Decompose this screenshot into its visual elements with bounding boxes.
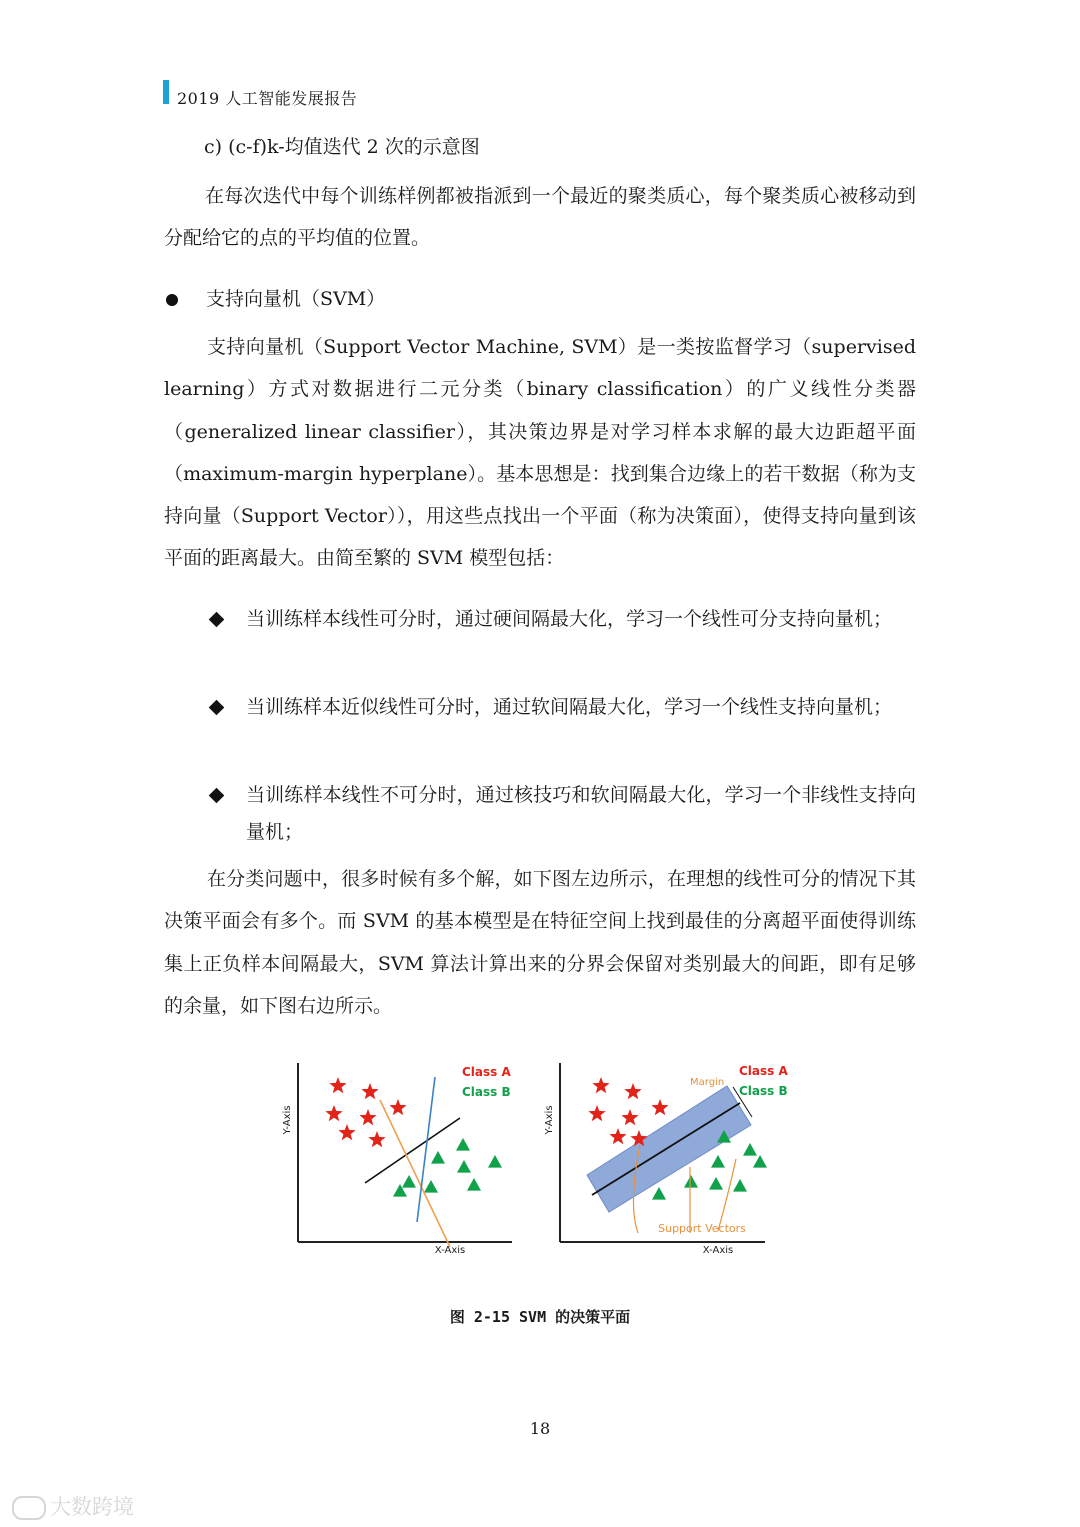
class-a-star bbox=[624, 1083, 641, 1099]
class-b-triangle bbox=[733, 1179, 747, 1192]
classification-paragraph: 在分类问题中，很多时候有多个解，如下图左边所示，在理想的线性可分的情况下其决策平面会有多个。而 SVM 的基本模型是在特征空间上找到最佳的分离超平面使得训练集上正负样本间隔最大，SVM 算法计算出来的分界会保留对类别最大的间距，即有足够的余量，如下图右边所示。 bbox=[164, 868, 916, 1017]
svm-model-item: 当训练样本近似线性可分时，通过软间隔最大化，学习一个线性支持向量机； bbox=[246, 696, 893, 718]
legend-class-b: Class B bbox=[462, 1085, 511, 1099]
y-axis-label: Y-Axis bbox=[282, 1105, 293, 1135]
class-b-triangle bbox=[402, 1175, 416, 1188]
report-header-title: 2019 人工智能发展报告 bbox=[177, 89, 358, 108]
svm-model-item: 当训练样本线性可分时，通过硬间隔最大化，学习一个线性可分支持向量机； bbox=[246, 608, 893, 630]
class-b-triangle bbox=[652, 1187, 666, 1200]
class-a-star bbox=[592, 1077, 609, 1093]
class-b-triangle bbox=[753, 1155, 767, 1168]
diamond-bullet-icon bbox=[209, 612, 225, 628]
class-b-triangle bbox=[709, 1177, 723, 1190]
class-a-star bbox=[359, 1109, 376, 1125]
svm-intro-paragraph: 支持向量机（Support Vector Machine, SVM）是一类按监督学习（supervised learning）方式对数据进行二元分类（binary classification）的广义线性分类器（generalized linear classifier），其决策边界是对学习样本求解的最大边距超平面（maximum-margin hyperplane）。基本思想是：找到集合边缘上的若干数据（称为支持向量（Support Vector）），用这些点找出一个平面（称为决策面），使得支持向量到该平面的距离最大。由简至繁的 SVM 模型包括： bbox=[164, 336, 916, 570]
margin-band bbox=[587, 1086, 751, 1212]
class-b-triangle bbox=[488, 1155, 502, 1168]
class-b-triangle bbox=[743, 1143, 757, 1156]
svm-figure-right bbox=[540, 1055, 790, 1260]
class-a-star bbox=[325, 1105, 342, 1121]
legend-class-a: Class A bbox=[462, 1065, 511, 1079]
figure-caption: 图 2-15 SVM 的决策平面 bbox=[449, 1308, 631, 1326]
class-b-triangle bbox=[711, 1155, 725, 1168]
decision-line-orange bbox=[380, 1100, 450, 1247]
class-a-star bbox=[389, 1099, 406, 1115]
class-a-star bbox=[368, 1131, 385, 1147]
header-accent-bar bbox=[163, 80, 169, 104]
figure-c-caption: c) (c-f)k-均值迭代 2 次的示意图 bbox=[204, 136, 480, 158]
bullet-icon bbox=[166, 294, 178, 306]
svm-figure-left bbox=[280, 1055, 520, 1260]
class-b-triangle bbox=[424, 1180, 438, 1193]
kmeans-description: 在每次迭代中每个训练样例都被指派到一个最近的聚类质心，每个聚类质心被移动到分配给它的点的平均值的位置。 bbox=[164, 185, 916, 250]
page-number: 18 bbox=[529, 1419, 551, 1438]
class-b-triangle bbox=[467, 1178, 481, 1191]
class-b-triangle bbox=[457, 1160, 471, 1173]
svm-heading: 支持向量机（SVM） bbox=[206, 288, 386, 310]
decision-line-black bbox=[365, 1118, 460, 1183]
class-a-star bbox=[338, 1124, 355, 1140]
class-a-star bbox=[621, 1109, 638, 1125]
weibo-logo-icon bbox=[12, 1496, 46, 1520]
class-a-star bbox=[329, 1077, 346, 1093]
watermark bbox=[12, 1491, 134, 1521]
svm-model-item: 当训练样本线性不可分时，通过核技巧和软间隔最大化，学习一个非线性支持向量机； bbox=[246, 784, 916, 843]
class-b-triangle bbox=[456, 1138, 470, 1151]
class-b-points bbox=[393, 1138, 502, 1197]
class-a-star bbox=[609, 1128, 626, 1144]
support-vectors-label: Support Vectors bbox=[658, 1222, 746, 1235]
legend-class-b: Class B bbox=[739, 1084, 788, 1098]
class-b-triangle bbox=[684, 1175, 698, 1188]
class-a-points bbox=[325, 1077, 406, 1147]
class-a-star bbox=[361, 1083, 378, 1099]
diamond-bullet-icon bbox=[209, 788, 225, 804]
x-axis-label: X-Axis bbox=[702, 1245, 734, 1256]
watermark-text: 大数跨境 bbox=[50, 1495, 134, 1519]
x-axis-label: X-Axis bbox=[434, 1245, 466, 1256]
decision-line-blue bbox=[417, 1077, 435, 1222]
diamond-bullet-icon bbox=[209, 700, 225, 716]
class-b-triangle bbox=[431, 1151, 445, 1164]
class-a-star bbox=[588, 1105, 605, 1121]
support-vector-pointer bbox=[718, 1159, 736, 1231]
y-axis-label: Y-Axis bbox=[544, 1105, 555, 1135]
margin-label: Margin bbox=[690, 1077, 725, 1088]
class-a-star bbox=[651, 1099, 668, 1115]
legend-class-a: Class A bbox=[739, 1064, 788, 1078]
